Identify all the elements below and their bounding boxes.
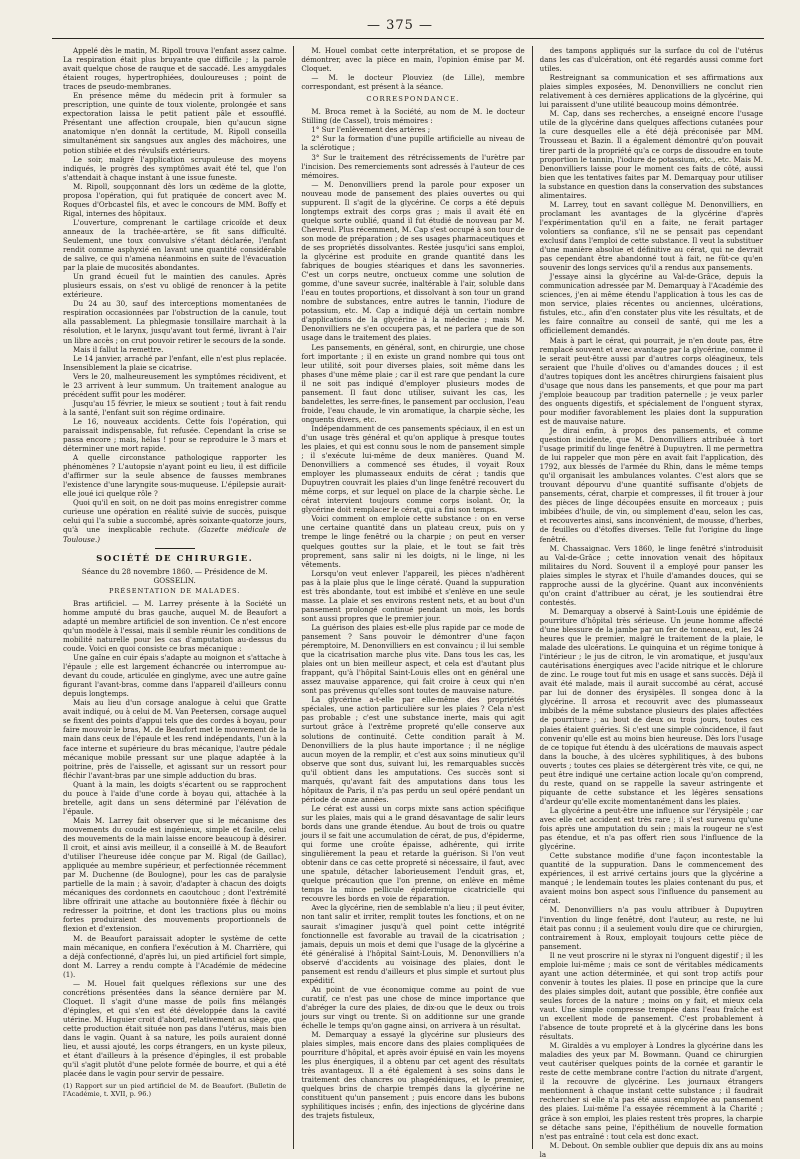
paragraph: Au point de vue économique comme au point de vue curatif, ce n'est pas une chose de mince importance que d'abréger la cure des plaies, de dix-ou que le deux ou trois jours sur vingt ou trente. Si on additionne sur une grande échelle le temps qu'on gagne ainsi, on arrivera à un résultat. xyxy=(301,984,525,1031)
paragraph: La glycérine a peut-être une influence sur l'érysipèle ; car avec elle cet accident est très rare ; il s'est survenu qu'une fois après une amputation du sein ; mais la rougeur ne s'est pas étendue, et n'a pas offert rien sous l'influence de la glycérine. xyxy=(539,805,763,852)
paragraph: M. Larrey, tout en savant collègue M. Denonvilliers, en proclamant les avantages de la glycérine d'après l'expérimentation qu'il en a faite, ne ferait partager volontiers sa confiance, s'il ne se pensait pas cependant exclusif dans l'emploi de cette substance. Il veut la substituer d'une manière absolue et définitive au cérat, qui ne devrait pas cependant être abandonné tout à fait, ne fût-ce qu'en souvenir des longs services qu'il a rendus aux pansements. xyxy=(539,199,763,273)
paragraph: Indépendamment de ces pansements spéciaux, il en est un d'un usage très général et qu'on applique à presque toutes les plaies, et qui est connu sous le nom de pansement simple ; il s'exécute lui-même de deux manières. Quand M. Denonvilliers a commencé ses études, il voyait Roux employer les plumasseaux enduits de cérat ; tandis que Dupuytren couvrait les plaies d'un linge fenêtré recouvert du même corps, et sur lequel on place de la charpie sèche. Le cérat intervient toujours comme corps isolant. Or, la glycérine doit remplacer le cérat, qui a fini son temps. xyxy=(301,423,525,515)
paragraph: Le soir, malgré l'application scrupuleuse des moyens indiqués, le progrès des symptômes avait été tel, que l'on s'attendait à chaque instant à une issue funeste. xyxy=(63,154,287,182)
list-item: 2° Sur la formation d'une pupille artificielle au niveau de la sclérotique ; xyxy=(301,134,525,153)
paragraph: Restreignant sa communication et ses affirmations aux plaies simples exposées, M. Denonvilliers ne conclut rien relativement à ces dernières applications de la glycérine, qui lui paraissent d'une utilité beaucoup moins démontrée. xyxy=(539,73,763,110)
paragraph: Avec la glycérine, rien de semblable n'a lieu ; il peut éviter, non tant salir et irriter, remplit toutes les fonctions, et on ne saurait s'imaginer jusqu'à quel point cette intégrité fonctionnelle est favorable au travail de la cicatrisation ; jamais, depuis un mois et demi que l'usage de la glycérine a été généralisé à l'hôpital Saint-Louis, M. Denonvilliers n'a observé d'accidents au voisinage des plaies, dont le pansement est rendu d'ailleurs et plus simple et surtout plus expéditif. xyxy=(301,903,525,985)
paragraph: Cette substance modifie d'une façon incontestable la quantité de la suppuration. Dans le commencement des expériences, il est arrivé certains jours que la glycérine a manqué ; le lendemain toutes les plaies contenant du pus, et avaient moins bon aspect sous l'influence du pansement au cérat. xyxy=(539,851,763,906)
paragraph: M. Debout. On semble oublier que depuis dix ans au moins la xyxy=(539,1140,763,1159)
paragraph: M. Broca remet à la Société, au nom de M. le docteur Stilling (de Cassel), trois mémoires : xyxy=(301,107,525,126)
paragraph: Le 14 janvier, arraché par l'enfant, elle n'est plus replacée. Insensiblement la plaie se cicatrise. xyxy=(63,353,287,372)
paragraph: J'essaye ainsi la glycérine au Val-de-Grâce, depuis la communication adressée par M. Demarquay à l'Académie des sciences, j'en ai même étendu l'application à tous les cas de mon service, plaies récentes ou anciennes, ulcérations, fistules, etc., afin d'en constater plus vite les résultats, et de les faire connaître au conseil de santé, qui me les a officiellement demandés. xyxy=(539,272,763,336)
column-2 xyxy=(293,46,531,1149)
paragraph: Mais M. Larrey fait observer que si le mécanisme des mouvements du coude est ingénieux, simple et facile, celui des mouvements de la main laisse encore beaucoup à désirer. Il croit, et ainsi avis meilleur, il a conseillé à M. de Beaufort d'utiliser l'heureuse idée conçue par M. Rigal (de Gaillac), appliquée au membre supérieur, et perfectionnée récemment par M. Duchenne (de Boulogne), pour les cas de paralysie partielle de la main ; à savoir, d'adapter à chacun des doigts mécaniques des cordonnets en caoutchouc ; dont l'extrémité libre offrirait une attache au boutonnière fixée à fléchir ou redresser la poitrine, et dont les tractions plus ou moins fortes produiraient des mouvements proportionnels de flexion et d'extension. xyxy=(63,815,287,934)
paragraph: En présence même du médecin prit à formuler sa prescription, une quinte de toux violente, prolongée et sans expectoration laissa le petit patient pâle et essoufflé. Présentant une affection croupale, bien qu'aucun signe anatomique n'en donnât la certitude, M. Ripoll conseilla simultanément six sangsues aux angles des mâchoires, une potion stibiée et des révulsifs extérieurs. xyxy=(63,91,287,155)
column-1 xyxy=(56,46,293,1149)
paragraph: Mais au lieu d'un corsage analogue à celui que Gratte avait indiqué, ou à celui de M. Van Peetersen, corsage auquel se fixent des points d'appui tels que des cordes à boyau, pour faire mouvoir le bras, M. de Beaufort met le mouvement de la main dans ceux de l'épaule et les rend indépendants, l'un à la face interne et supérieure du bras mécanique, l'autre pédale mécanique mobile pressant sur une plaque adaptée à la poitrine, près de l'aisselle, et agissant sur un ressort pour fléchir l'avant-bras par une simple adduction du bras. xyxy=(63,698,287,780)
list-item: 3° Sur le traitement des rétrécissements de l'urètre par l'incision. Des remerciements sont adressés à l'auteur de ces mémoires. xyxy=(301,152,525,180)
paragraph: La guérison des plaies est-elle plus rapide par ce mode de pansement ? Sans pouvoir le démontrer d'une façon péremptoire, M. Denonvilliers en est convaincu ; il lui semble que la cicatrisation marche plus vite. Dans tous les cas, les plaies ont un bien meilleur aspect, et cela est d'autant plus frappant, qu'à l'hôpital Saint-Louis elles ont en général une assez mauvaise apparence, qui fait croire à ceux qui n'en sont pas prévenus qu'elles sont toutes de mauvaise nature. xyxy=(301,622,525,696)
paragraph: M. Cap, dans ses recherches, a enseigné encore l'usage utile de la glycérine dans quelques affections cutanées pour la cure desquelles elle a été déjà préconisée par MM. Trousseau et Bazin. Il a également démontré qu'on pouvait tirer parti de la propriété qu'a ce corps de dissoudre en toute proportion le tannin, l'iodure de potassium, etc., etc. Mais M. Denonvilliers laisse pour le moment ces faits de côté, aussi bien que les tentatives faites par M. Demarquay pour utiliser la substance en question dans la conservation des substances alimentaires. xyxy=(539,109,763,200)
paragraph: Bras artificiel. — M. Larrey présente à la Société un homme amputé du bras gauche, auquel M. de Beaufort a adapté un membre artificiel de son invention. Ce n'est encore qu'un modèle à l'essai, mais il semble réunir les conditions de mobilité naturelle pour les cas d'amputation au-dessus du coude. Voici en quoi consiste ce bras mécanique : xyxy=(63,598,287,653)
section-title: SOCIÉTÉ DE CHIRURGIE. xyxy=(96,553,254,564)
page-number: — 375 — xyxy=(366,18,434,33)
paragraph: Les pansements, en général, sont, en chirurgie, une chose fort importante ; il en existe un grand nombre qui tous ont leur utilité, soit pour diverses plaies, soit même dans les phases d'une même plaie ; car il est rare que pendant la cure il ne soit pas indiqué d'employer plusieurs modes de pansement. Il faut donc utiliser, suivant les cas, les bandelettes, les serre-fines, le pansement par occlusion, l'eau froide, l'eau chaude, le vin aromatique, la charpie sèche, les onguents divers, etc. xyxy=(301,342,525,424)
paragraph xyxy=(63,498,286,543)
paragraph: Mais à part le cérat, qui pourrait, je n'en doute pas, être remplacé souvent et avec avantage par la glycérine, comme il le serait peut-être aussi par d'autres corps oléagineux, tels seraient que l'huile d'olives ou d'amandes douces ; il est d'autres topiques dont les ancêtres chirurgiens faisaient plus d'usage que nous dans les pansements, et que pour ma part j'emploie beaucoup par tradition paternelle ; je veux parler des onguents digestifs, et spécialement de l'onguent styrax, pour modifier favorablement les plaies dont la suppuration est de mauvaise nature. xyxy=(539,335,763,426)
paragraph: A quelle circonstance pathologique rapporter les phénomènes ? L'autopsie n'ayant point eu lieu, il est difficile d'affirmer sur la seule absence de fausses membranes l'existence d'une laryngite sous-muqueuse. L'épilepsie aurait-elle joué ici quelque rôle ? xyxy=(63,453,287,499)
paragraph: La glycérine a-t-elle par elle-même des propriétés spéciales, une action particulière sur les plaies ? Cela n'est pas probable ; c'est une substance inerte, mais qui agit surtout grâce à l'extrême propreté qu'elle conserve aux solutions de continuité. Cette condition paraît à M. Denonvilliers de la plus haute importance ; il ne néglige aucun moyen de la remplir, et c'est aux soins minutieux qu'il observe que sont dus, suivant lui, les remarquables succès qu'il obtient dans les amputations. Ces succès sont si marqués, qu'avant fait des amputations dans tous les hôpitaux de Paris, il n'a pas perdu un seul opéré pendant un période de onze années. xyxy=(301,695,525,804)
footnote: (1) Rapport sur un pied artificiel de M. de Beaufort. (Bulletin de l'Académie, t. XVII, p. 96.) xyxy=(63,1082,287,1099)
paragraph: Voici comment on emploie cette substance : on en verse une certaine quantité dans un plateau creux, puis on y trempe le linge fenêtré ou la charpie ; on peut en verser quelques gouttes sur la plaie, et le tout se fait très proprement, sans salir ni les doigts, ni le linge, ni les vêtements. xyxy=(301,514,525,569)
paragraph: Quant à la main, les doigts s'écartent ou se rapprochent du pouce à l'aide d'une corde à boyau qui, attachée à la bretelle, agit dans un sens déterminé par l'élévation de l'épaule. xyxy=(63,779,287,816)
citation: (Gazette médicale de Toulouse.) xyxy=(63,525,287,544)
paragraph: des tampons appliqués sur la surface du col de l'utérus dans les cas d'ulcération, ont été regardés aussi comme fort utiles. xyxy=(539,46,763,74)
paragraph: M. de Beaufort paraissait adopter le système de cette main mécanique, en confiera l'exécution à M. Charrière, qui a déjà confectionné, d'après lui, un pied artificiel fort simple, dont M. Larrey a rendu compte à l'Académie de médecine (1). xyxy=(63,933,287,979)
section-divider xyxy=(155,548,195,549)
paragraph: M. Giraldès a vu employer à Londres la glycérine dans les maladies des yeux par M. Bowmann. Quand ce chirurgien veut cautériser quelques points de la cornée et garantir le reste de cette membrane contre l'action du nitrate d'argent, il la recouvre de glycérine. Les journaux étrangers mentionnent à chaque instant cette substance ; il faudrait rechercher si elle n'a pas été aussi employée au pansement des plaies. Lui-même l'a essayée récemment à la Charité ; grâce à son emploi, les plaies restent très propres, la charpie se détache sans peine, l'épithélium de nouvelle formation n'est pas entraîné : tout cela est donc exact. xyxy=(539,1041,763,1141)
paragraph: Vers le 20, malheureusement les symptômes récidivent, et le 23 arrivent à leur summum. Un traitement analogue au précédent suffit pour les modérer. xyxy=(63,371,287,399)
header-rule xyxy=(52,38,764,39)
column-3 xyxy=(532,46,770,1159)
paragraph: Mais il fallut la remettre. xyxy=(73,344,164,354)
paragraph: M. Chassaignac. Vers 1860, le linge fenêtré s'introduisit au Val-de-Grâce ; cette innovation venait des hôpitaux militaires du Nord. Souvent il a employé pour panser les plaies simples le styrax et l'huile d'amandes douces, qui se rapproche aussi de la glycérine. Quant aux inconvénients qu'on craint d'attribuer au cérat, je les soutiendrai être contestés. xyxy=(539,543,763,607)
paragraph: Je dirai enfin, à propos des pansements, et comme question incidente, que M. Denonvilliers attribuée à tort l'usage primitif du linge fenêtré à Dupuytren. Il me permettra de lui rappeler que mon père en avait fait l'application, dès 1792, aux blessés de l'armée du Rhin, dans le même temps qu'il organisait les ambulances volantes. C'est alors que se trouvant dépourvu d'une quantité suffisante d'objets de pansements, cérat, charpie et compresses, il fit trouer à jour des pièces de linge découpées ensuite en morceaux ; puis imbibées d'huile, de vin, ou simplement d'eau, selon les cas, et recouvertes ainsi, sans inconvénient, de mousse, d'herbes, de feuilles ou d'étoffes diverses. Telle fut l'origine du linge fenêtré. xyxy=(539,425,763,544)
subsection-title: PRÉSENTATION DE MALADES. xyxy=(108,586,241,595)
list-item: 1° Sur l'enlèvement des artères ; xyxy=(311,125,431,135)
paragraph: M. Ripoll, soupçonnant dès lors un œdème de la glotte, proposa l'opération, qui fut pratiquée de concert avec M. Roques d'Orbcastel fils, et avec le concours de MM. Boffy et Rigal, internes des hôpitaux. xyxy=(63,181,287,218)
paragraph: Le cérat est aussi un corps mixte sans action spécifique sur les plaies, mais qui a le grand désavantage de salir leurs bords dans une grande étendue. Au bout de trois ou quatre jours il se fait une accumulation de cérat, de pus, d'épiderme, qui forme une croûte épaisse, adhérente, qui irrite singulièrement la peau et retarde la guérison. Si l'on veut obtenir dans ce cas cette propreté si nécessaire, il faut, avec une spatule, détacher laborieusement l'enduit gras, et, quelque précaution que l'on prenne, on enlève en même temps la mince pellicule épidermique cicatricielle qui recouvre les bords en voie de réparation. xyxy=(301,803,525,904)
paragraph: — M. Denonvilliers prend la parole pour exposer un nouveau mode de pansement des plaies ouvertes ou qui suppurent. Il s'agit de la glycérine. Ce corps a été depuis longtemps extrait des corps gras ; mais il avait été en quelque sorte oublié, quand il fut étudié de nouveau par M. Chevreul. Plus récemment, M. Cap s'est occupé à son tour de son mode de préparation ; de ses usages pharmaceutiques et de ses propriétés dissolvantes. Restée jusqu'ici sans emploi, la glycérine est produite en grande quantité dans les fabriques de bougies stéariques et dans les savonneries. C'est un corps neutre, onctueux comme une solution de gomme, d'une saveur sucrée, inaltérable à l'air, soluble dans l'eau en toutes proportions, et dissolvant à son tour un grand nombre de substances, entre autres le tannin, l'iodure de potassium, etc. M. Cap a indiqué déjà un certain nombre d'applications de la glycérine à la médecine ; mais M. Denonvilliers ne s'en occupera pas, et ne parlera que de son usage dans le traitement des plaies. xyxy=(301,179,525,343)
paragraph: Une gaîne en cuir épais s'adapte au moignon et s'attache à l'épaule ; elle est largement échancrée ou interrompue au-devant du coude, articulée en ginglyme, avec une autre gaîne figurant l'avant-bras, comme dans l'appareil d'ailleurs connu depuis longtemps. xyxy=(63,653,287,699)
paragraph: Un grand écueil fut le maintien des canules. Après plusieurs essais, on s'est vu obligé de renoncer à la petite extérieure. xyxy=(63,272,287,300)
session-line: Séance du 28 novembre 1860. — Présidence de M. GOSSELIN. xyxy=(81,566,268,585)
paragraph: Le 16, nouveaux accidents. Cette fois l'opération, qui paraissait indispensable, fut refusée. Cependant la crise se passa encore ; mais, hélas ! pour se reproduire le 3 mars et déterminer une mort rapide. xyxy=(63,416,287,454)
paragraph: Jusqu'au 15 février, le mieux se soutient ; tout à fait rendu à la santé, l'enfant suit son régime ordinaire. xyxy=(63,398,287,417)
paragraph: L'ouverture, comprenant le cartilage cricoïde et deux anneaux de la trachée-artère, se fit sans difficulté. Seulement, une toux convulsive s'étant déclarée, l'enfant rendit comme asphyxié en lavant une quantité considérable de salive, ce qui n'amena néanmoins en suite de l'évacuation par la plaie de mucosités abondantes. xyxy=(63,217,287,273)
section-title: CORRESPONDANCE. xyxy=(366,95,460,104)
paragraph: M. Houel combat cette interprétation, et se propose de démontrer, avec la pièce en main, l'opinion émise par M. Cloquet. xyxy=(301,46,525,74)
paragraph: M. Denonvilliers n'a pas voulu attribuer à Dupuytren l'invention du linge fenêtré, dont l'auteur, au reste, ne lui était pas connu ; il a seulement voulu dire que ce chirurgien, contrairement à Roux, employait toujours cette pièce de pansement. xyxy=(539,905,763,951)
paragraph: Lorsqu'on veut enlever l'appareil, les pièces n'adhèrent pas à la plaie plus que le linge cératé. Quand la suppuration est très abondante, tout est imbibé et s'enlève en une seule masse. La plaie et ses environs restent nets, et au bout d'un pansement prolongé continué pendant un mois, les bords sont aussi propres que le premier jour. xyxy=(301,568,525,623)
paragraph: — M. Houel fait quelques réflexions sur une des concrétions présentées dans la séance dernière par M. Cloquet. Il s'agit d'une masse de poils fins mélangés d'épingles, et qui s'en est été développée dans la cavité utérine. M. Huguier croit d'abord, relativement au siège, que cette production était située non pas dans l'utérus, mais bien dans le vagin. Quant à sa nature, les poils auraient donné lieu, et aussi ajouté, les corps étrangers, en un kyste pileux, et étant d'ailleurs à la présence d'épingles, il est probable qu'il s'agit plutôt d'une pelote formée de bourre, et qui a été placée dans le vagin pour servir de pessaire. xyxy=(63,978,287,1079)
text-columns xyxy=(56,46,770,1159)
paragraph: Il ne veut proscrire ni le styrax ni l'onguent digestif ; il les emploie lui-même ; mais ce sont de véritables médicaments ayant une action déterminée, et qui sont trop actifs pour convenir à toutes les plaies. Il pose en principe que la cure des plaies simples doit, autant que possible, être confiée aux seules forces de la nature ; moins on y fait, et mieux cela vaut. Une simple compresse trempée dans l'eau fraîche est un excellent mode de pansement. C'est probablement à l'absence de toute propreté et à la glycérine dans les bons résultats. xyxy=(539,950,763,1042)
paragraph: — M. le docteur Plouviez (de Lille), membre correspondant, est présent à la séance. xyxy=(301,73,525,92)
paragraph-text: Quoi qu'il en soit, on ne doit pas moins enregistrer comme curieuse une opération en réalité suivie de succès, puisque celui qui l'a subie a succombé, après soixante-quatorze jours, qu'à une inexplicable rechute. xyxy=(63,498,287,535)
paragraph: Du 24 au 30, sauf des interceptions momentanées de respiration occasionnées par l'obstruction de la canule, tout alla passablement. La phlegmasie tonsillaire marchait à la résolution, et le larynx, jusqu'avant tout fermé, livrant à l'air un libre accès ; on crut pouvoir retirer le secours de la sonde. xyxy=(63,299,287,345)
paragraph: M. Demarquay a observé à Saint-Louis une épidémie de pourriture d'hôpital très sérieuse. Un jeune homme affecté d'une blessure de la jambe par un fer de tonneau, eut, les 24 heures que le premier, malgré le traitement de la plaie, le malade des ulcérations. Le quinquina et un régime tonique à l'intérieur ; le jus de citron, le vin aromatique, et jusqu'aux cautérisations énergiques avec l'acide nitrique et le chlorure de zinc. Le rouge tout fut mis en usage et sans succès. Déjà il avait été malade, mais il aurait succombé au cérat, accusé par lui de donner des érysipèles. Il songea donc à la glycérine. Il arrosa et recouvrit avec des plumasseaux imbibés de la même substance plusieurs des plaies affectées de pourriture ; au bout de deux ou trois jours, toutes ces plaies étaient guéries. Si c'est une simple coïncidence, il faut convenir qu'elle est au moins bien heureuse. Dès lors l'usage de ce topique fut étendu à des ulcérations de mauvais aspect dans la bouche, à des ulcères syphilitiques, à des bubons ouverts ; toutes ces plaies se détergèrent très vite, ce qui, ne peut être indiqué une certaine action locale qu'on comprend, du reste, quand on se rappelle la saveur astringente et piquante de cette substance et les légères sensations d'ardeur qu'elle excite momentanément dans les plaies. xyxy=(539,606,763,806)
paragraph: M. Demarquay a essayé la glycérine sur plusieurs des plaies simples, mais encore dans des plaies compliquées de pourriture d'hôpital, et après avoir épuisé en vain les moyens les plus énergiques, il a obtenu par cet agent des résultats très avantageux. Il a été également à ses soins dans le traitement des chancres ou phagédéniques, et le premier, quelques brins de charpie trempés dans la glycérine ne constituent qu'un pansement ; puis encore dans les bubons syphilitiques incisés ; enfin, des injections de glycérine dans des trajets fistuleux, xyxy=(301,1030,525,1121)
paragraph: Appelé dès le matin, M. Ripoll trouva l'enfant assez calme. La respiration était plus bruyante que difficile ; la parole avait quelque chose de rauque et de saccadé. Les amygdales étaient rouges, hypertrophiées, douloureuses ; point de traces de pseudo-membranes. xyxy=(63,46,287,92)
